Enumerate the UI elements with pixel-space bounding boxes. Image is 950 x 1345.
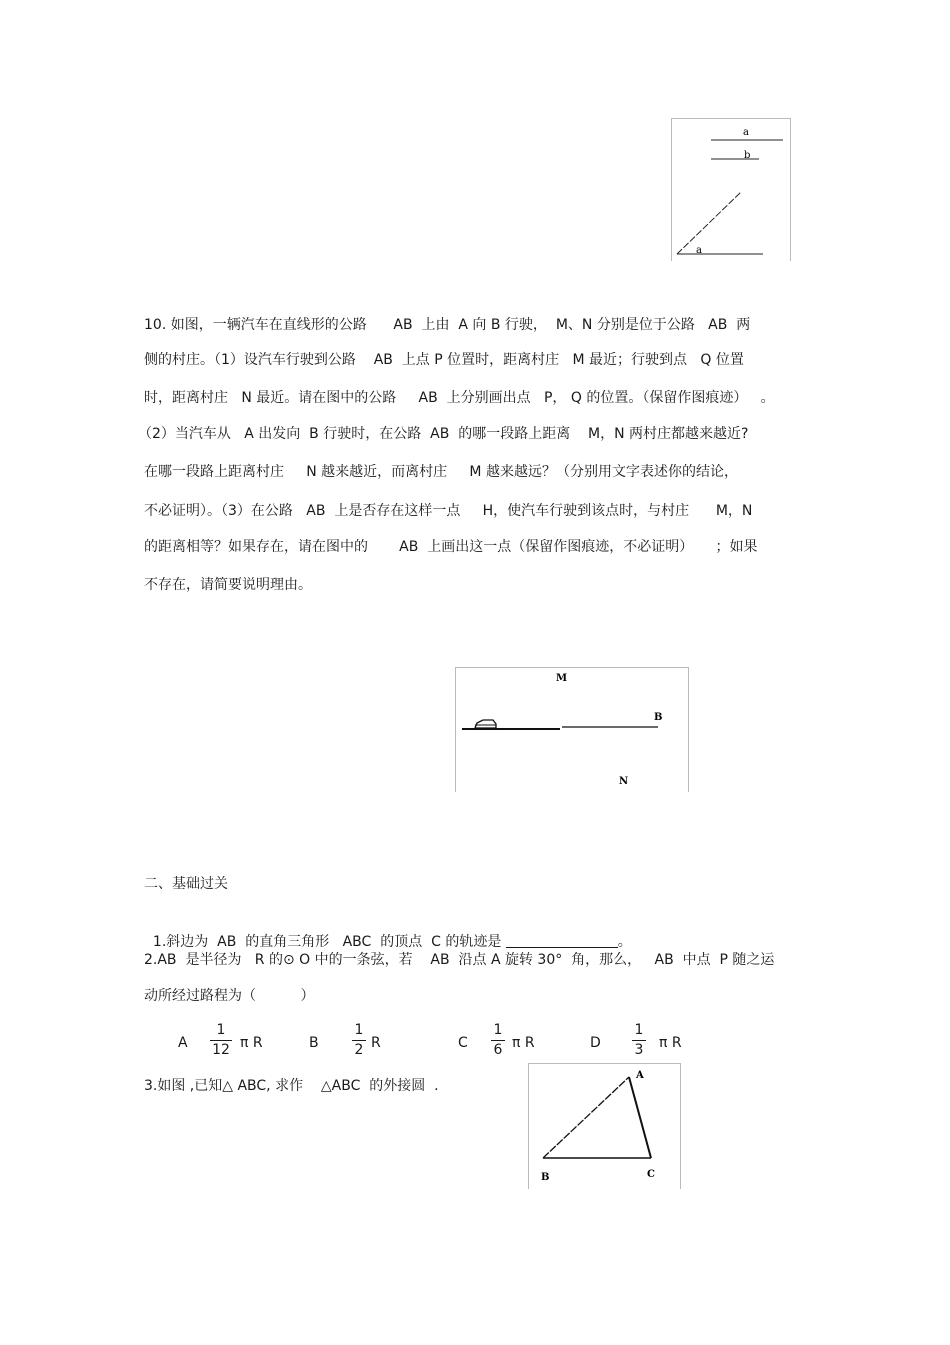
side-ac <box>629 1077 651 1158</box>
question-1 <box>144 915 632 951</box>
option-c-suffix: π R <box>512 1035 535 1051</box>
vertex-a-label: A <box>636 1070 644 1081</box>
problem10-line: 在哪一段路上距离村庄 N 越来越近，而离村庄 M 越来越远？（分别用文字表述你的结论， <box>144 464 738 480</box>
problem10-line: 时，距离村庄 N 最近。请在图中的公路 AB 上分别画出点 P， Q 的位置。（保留作图痕迹） 。 <box>144 390 775 406</box>
problem10-line: （2）当汽车从 A 出发向 B 行驶时，在公路 AB 的哪一段路上距离 M，N 两村庄都越来越近? <box>138 426 749 442</box>
question-1-end: 。 <box>617 934 632 950</box>
village-n-label: N <box>619 776 629 787</box>
problem10-line: 10. 如图，一辆汽车在直线形的公路 AB 上由 A 向 B 行驶， M、N 分别是位于公路 AB 两 <box>144 317 751 333</box>
option-a-numerator: 1 <box>216 1022 226 1038</box>
option-c-fraction <box>491 1022 505 1059</box>
option-a-denominator: 12 <box>212 1042 230 1058</box>
option-b-fraction <box>352 1022 366 1059</box>
vertex-c-label: C <box>647 1169 655 1180</box>
option-c-numerator: 1 <box>493 1022 503 1038</box>
option-d-letter: D <box>590 1035 601 1051</box>
question-2-line1: 2.AB 是半径为 R 的⊙ O 中的一条弦，若 AB 沿点 A 旋转 30° 角，那么， AB 中点 P 随之运 <box>144 952 775 968</box>
figure-parallel-lines <box>671 118 791 261</box>
option-b-denominator: 2 <box>354 1042 364 1058</box>
question-2-line2: 动所经过路程为（ ） <box>144 988 315 1004</box>
option-b-suffix: R <box>371 1035 381 1051</box>
option-c-denominator: 6 <box>493 1042 503 1058</box>
parallel-lines-diagram <box>671 118 791 261</box>
problem10-line: 的距离相等？如果存在，请在图中的 AB 上画出这一点（保留作图痕迹，不必证明） ；如果 <box>144 539 758 555</box>
side-ba <box>543 1077 629 1158</box>
figure-triangle <box>528 1063 681 1189</box>
slanted-line <box>677 192 741 254</box>
fraction-bar <box>210 1040 232 1041</box>
question-3: 3.如图 ,已知△ ABC, 求作 △ABC 的外接圆 . <box>144 1078 439 1094</box>
option-a-suffix: π R <box>240 1035 263 1051</box>
label-a-top: a <box>743 127 749 138</box>
point-b-label: B <box>654 712 663 723</box>
problem10-line: 不存在，请简要说明理由。 <box>144 577 312 593</box>
option-d-denominator: 3 <box>634 1042 644 1058</box>
problem10-line: 侧的村庄。（1）设汽车行驶到公路 AB 上点 P 位置时，距离村庄 M 最近；行驶到点 Q 位置 <box>144 352 744 368</box>
option-c-letter: C <box>458 1035 468 1051</box>
answer-blank <box>506 933 618 948</box>
option-d-suffix: π R <box>659 1035 682 1051</box>
fraction-bar <box>491 1040 505 1041</box>
triangle-diagram <box>528 1063 681 1189</box>
road-diagram <box>455 667 689 792</box>
option-d-numerator: 1 <box>634 1022 644 1038</box>
label-a-bottom: a <box>696 245 702 256</box>
option-a-fraction <box>210 1022 232 1059</box>
option-b-letter: B <box>309 1035 319 1051</box>
village-m-label: M <box>556 673 568 684</box>
vertex-b-label: B <box>541 1172 550 1183</box>
figure-road <box>455 667 689 792</box>
fraction-bar <box>632 1040 646 1041</box>
section-title: 二、基础过关 <box>144 876 228 892</box>
problem10-line: 不必证明）。（3）在公路 AB 上是否存在这样一点 H，使汽车行驶到该点时，与村庄 M，N <box>144 503 753 519</box>
question-1-text: 1.斜边为 AB 的直角三角形 ABC 的顶点 C 的轨迹是 <box>152 934 506 950</box>
label-b: b <box>744 150 751 161</box>
fraction-bar <box>352 1040 366 1041</box>
option-a-letter: A <box>178 1035 188 1051</box>
option-b-numerator: 1 <box>354 1022 364 1038</box>
option-d-fraction <box>632 1022 646 1059</box>
car-icon <box>475 720 496 728</box>
